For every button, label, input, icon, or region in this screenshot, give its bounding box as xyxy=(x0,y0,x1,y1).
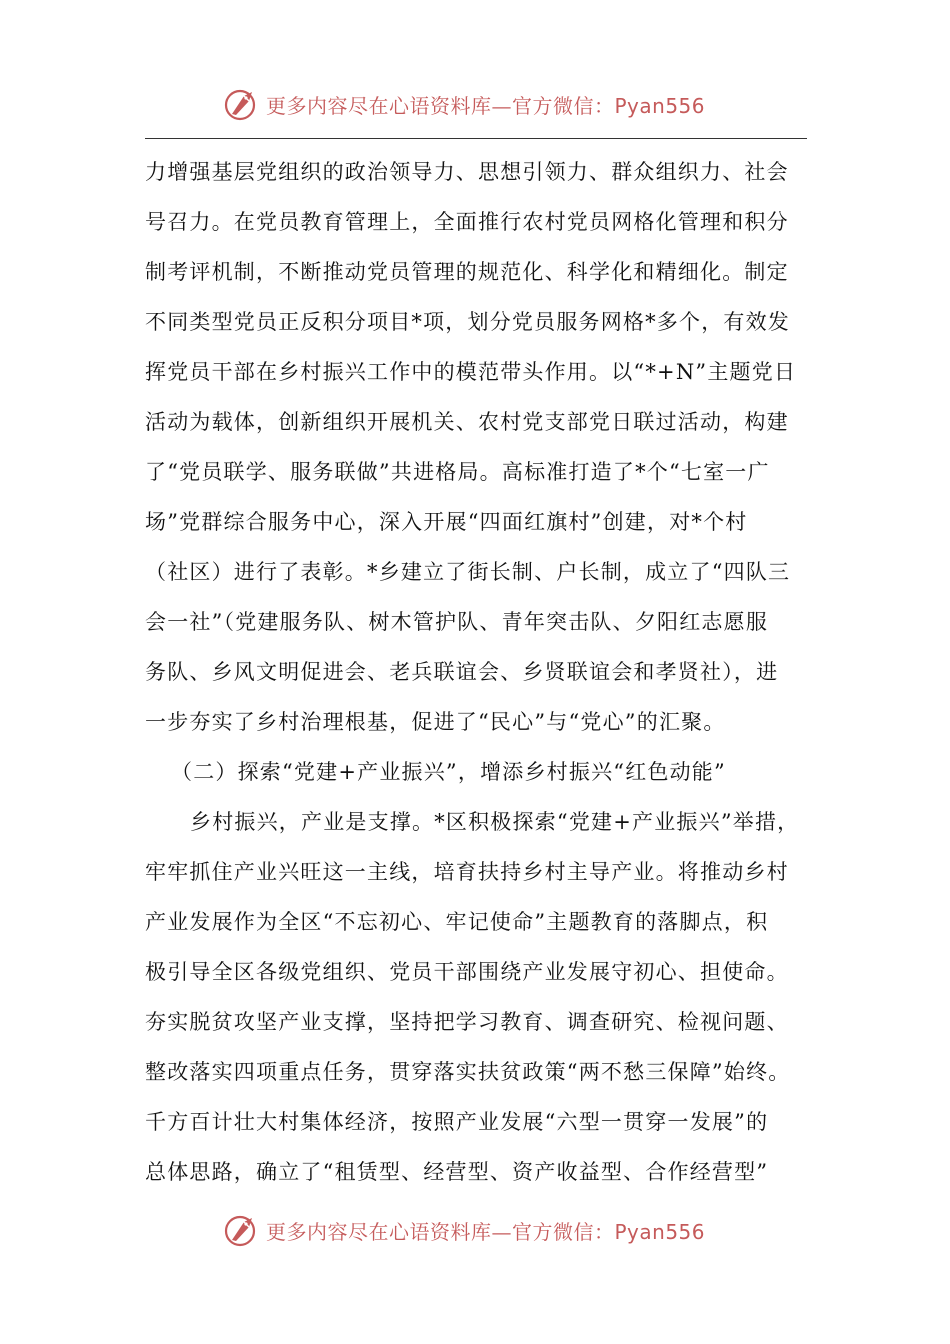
pen-nib-logo-icon xyxy=(222,1210,262,1250)
paragraph-line: 了“党员联学、服务联做”共进格局。高标准打造了*个“七室一广 xyxy=(145,460,770,484)
document-body xyxy=(145,147,807,1197)
paragraph-line: 夯实脱贫攻坚产业支撑，坚持把学习教育、调查研究、检视问题、 xyxy=(145,1010,789,1034)
paragraph-line: 力增强基层党组织的政治领导力、思想引领力、群众组织力、社会 xyxy=(145,160,789,184)
paragraph-line: 场”党群综合服务中心，深入开展“四面红旗村”创建，对*个村 xyxy=(145,510,748,534)
footer-banner-id: Pyan556 xyxy=(614,1219,706,1244)
header-banner-id: Pyan556 xyxy=(614,93,706,118)
paragraph-line: 号召力。在党员教育管理上，全面推行农村党员网格化管理和积分 xyxy=(145,210,789,234)
paragraph-line: 乡村振兴，产业是支撑。*区积极探索“党建+产业振兴”举措， xyxy=(190,810,800,834)
pen-nib-logo-icon xyxy=(222,84,262,124)
paragraph-line: 极引导全区各级党组织、党员干部围绕产业发展守初心、担使命。 xyxy=(145,960,789,984)
paragraph-line: 一步夯实了乡村治理根基，促进了“民心”与“党心”的汇聚。 xyxy=(145,710,726,734)
footer-banner xyxy=(222,1210,705,1250)
paragraph-line: 会一社”（党建服务队、树木管护队、青年突击队、夕阳红志愿服 xyxy=(145,610,769,634)
paragraph-line: 牢牢抓住产业兴旺这一主线，培育扶持乡村主导产业。将推动乡村 xyxy=(145,860,789,884)
header-banner-text xyxy=(266,90,705,119)
footer-banner-text xyxy=(266,1216,705,1245)
header-divider xyxy=(145,138,807,139)
paragraph-line: 千方百计壮大村集体经济，按照产业发展“六型一贯穿一发展”的 xyxy=(145,1110,769,1134)
footer-banner-label: 更多内容尽在心语资料库—官方微信： xyxy=(266,1219,615,1244)
paragraph-line: 活动为载体，创新组织开展机关、农村党支部党日联过活动，构建 xyxy=(145,410,789,434)
paragraph-line: 务队、乡风文明促进会、老兵联谊会、乡贤联谊会和孝贤社），进 xyxy=(145,660,779,684)
paragraph-line: 制考评机制，不断推动党员管理的规范化、科学化和精细化。制定 xyxy=(145,260,789,284)
paragraph-line: 产业发展作为全区“不忘初心、牢记使命”主题教育的落脚点，积 xyxy=(145,910,769,934)
paragraph-line: （社区）进行了表彰。*乡建立了街长制、户长制，成立了“四队三 xyxy=(145,560,791,584)
paragraph-line: 总体思路，确立了“租赁型、经营型、资产收益型、合作经营型” xyxy=(145,1160,769,1184)
paragraph-line: 整改落实四项重点任务，贯穿落实扶贫政策“两不愁三保障”始终。 xyxy=(145,1060,791,1084)
paragraph-line: 不同类型党员正反积分项目*项，划分党员服务网格*多个，有效发 xyxy=(145,310,790,334)
paragraph-line: 挥党员干部在乡村振兴工作中的模范带头作用。以“*+N”主题党日 xyxy=(145,360,797,384)
header-banner xyxy=(222,84,705,124)
section-heading: （二）探索“党建+产业振兴”，增添乡村振兴“红色动能” xyxy=(171,760,726,784)
header-banner-label: 更多内容尽在心语资料库—官方微信： xyxy=(266,93,615,118)
